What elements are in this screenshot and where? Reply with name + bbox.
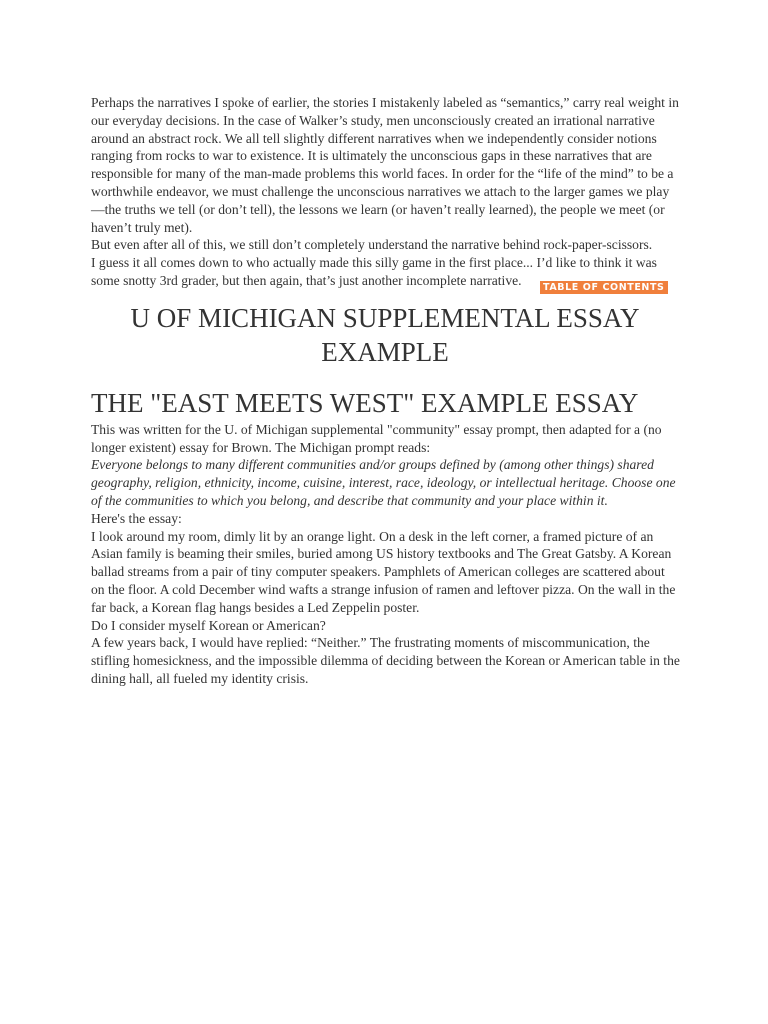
section-title: U OF MICHIGAN SUPPLEMENTAL ESSAY EXAMPLE [130, 302, 640, 367]
room-paragraph: I look around my room, dimly lit by an orange light. On a desk in the left corner, a framed picture of an Asian family is beaming their smiles, buried among US history textbooks and The Great Gatsby. A Korean ballad streams from a pair of tiny computer speakers. Pamphlets of American colleges are scattered about on the floor. A cold December wind wafts a strange infusion of ramen and leftover pizza. On the wall in the far back, a Korean flag hangs besides a Led Zeppelin poster. [91, 528, 676, 615]
few-years-paragraph: A few years back, I would have replied: “Neither.” The frustrating moments of miscommunication, the stifling homesickness, and the impossible dilemma of deciding between the Korean or American table in the dining hall, all fueled my identity crisis. [91, 635, 680, 686]
guess-paragraph: I guess it all comes down to who actually made this silly game in the first place... I’d like to think it was some snotty 3rd grader, but then again, that’s just another incomplete narrative. [91, 255, 657, 288]
intro-paragraph: Perhaps the narratives I spoke of earlier, the stories I mistakenly labeled as “semantics,” carry real weight in our everyday decisions. In the case of Walker’s study, men unconsciously created an irrational narrative around an abstract rock. We all tell slightly different narratives when we independently consider notions ranging from rocks to war to existence. It is ultimately the unconscious gaps in these narratives that are responsible for many of the man-made problems this world faces. In order for the “life of the mind” to be a worthwhile endeavor, we must challenge the unconscious narratives we attach to the larger games we play—the truths we tell (or don’t tell), the lessons we learn (or haven’t really learned), the people we meet (or haven’t truly met). [91, 95, 679, 235]
prompt-quote: Everyone belongs to many different communities and/or groups defined by (among other things) shared geography, religion, ethnicity, income, cuisine, interest, race, ideology, or intellectual heritage. Choose one of the communities to which you belong, and describe that community and your place within it. [91, 457, 676, 508]
rock-paper-scissors-paragraph: But even after all of this, we still don’t completely understand the narrative behind rock-paper-scissors. [91, 237, 653, 253]
essay-title: THE "EAST MEETS WEST" EXAMPLE ESSAY [91, 387, 639, 418]
intro-note-paragraph: This was written for the U. of Michigan supplemental "community" essay prompt, then adapted for a (no longer existent) essay for Brown. The Michigan prompt reads: [91, 421, 662, 455]
table-of-contents-link[interactable]: TABLE OF CONTENTS [540, 281, 668, 294]
question-paragraph: Do I consider myself Korean or American? [91, 617, 326, 633]
essay-lead-in: Here's the essay: [91, 510, 182, 526]
document-content [91, 94, 681, 688]
